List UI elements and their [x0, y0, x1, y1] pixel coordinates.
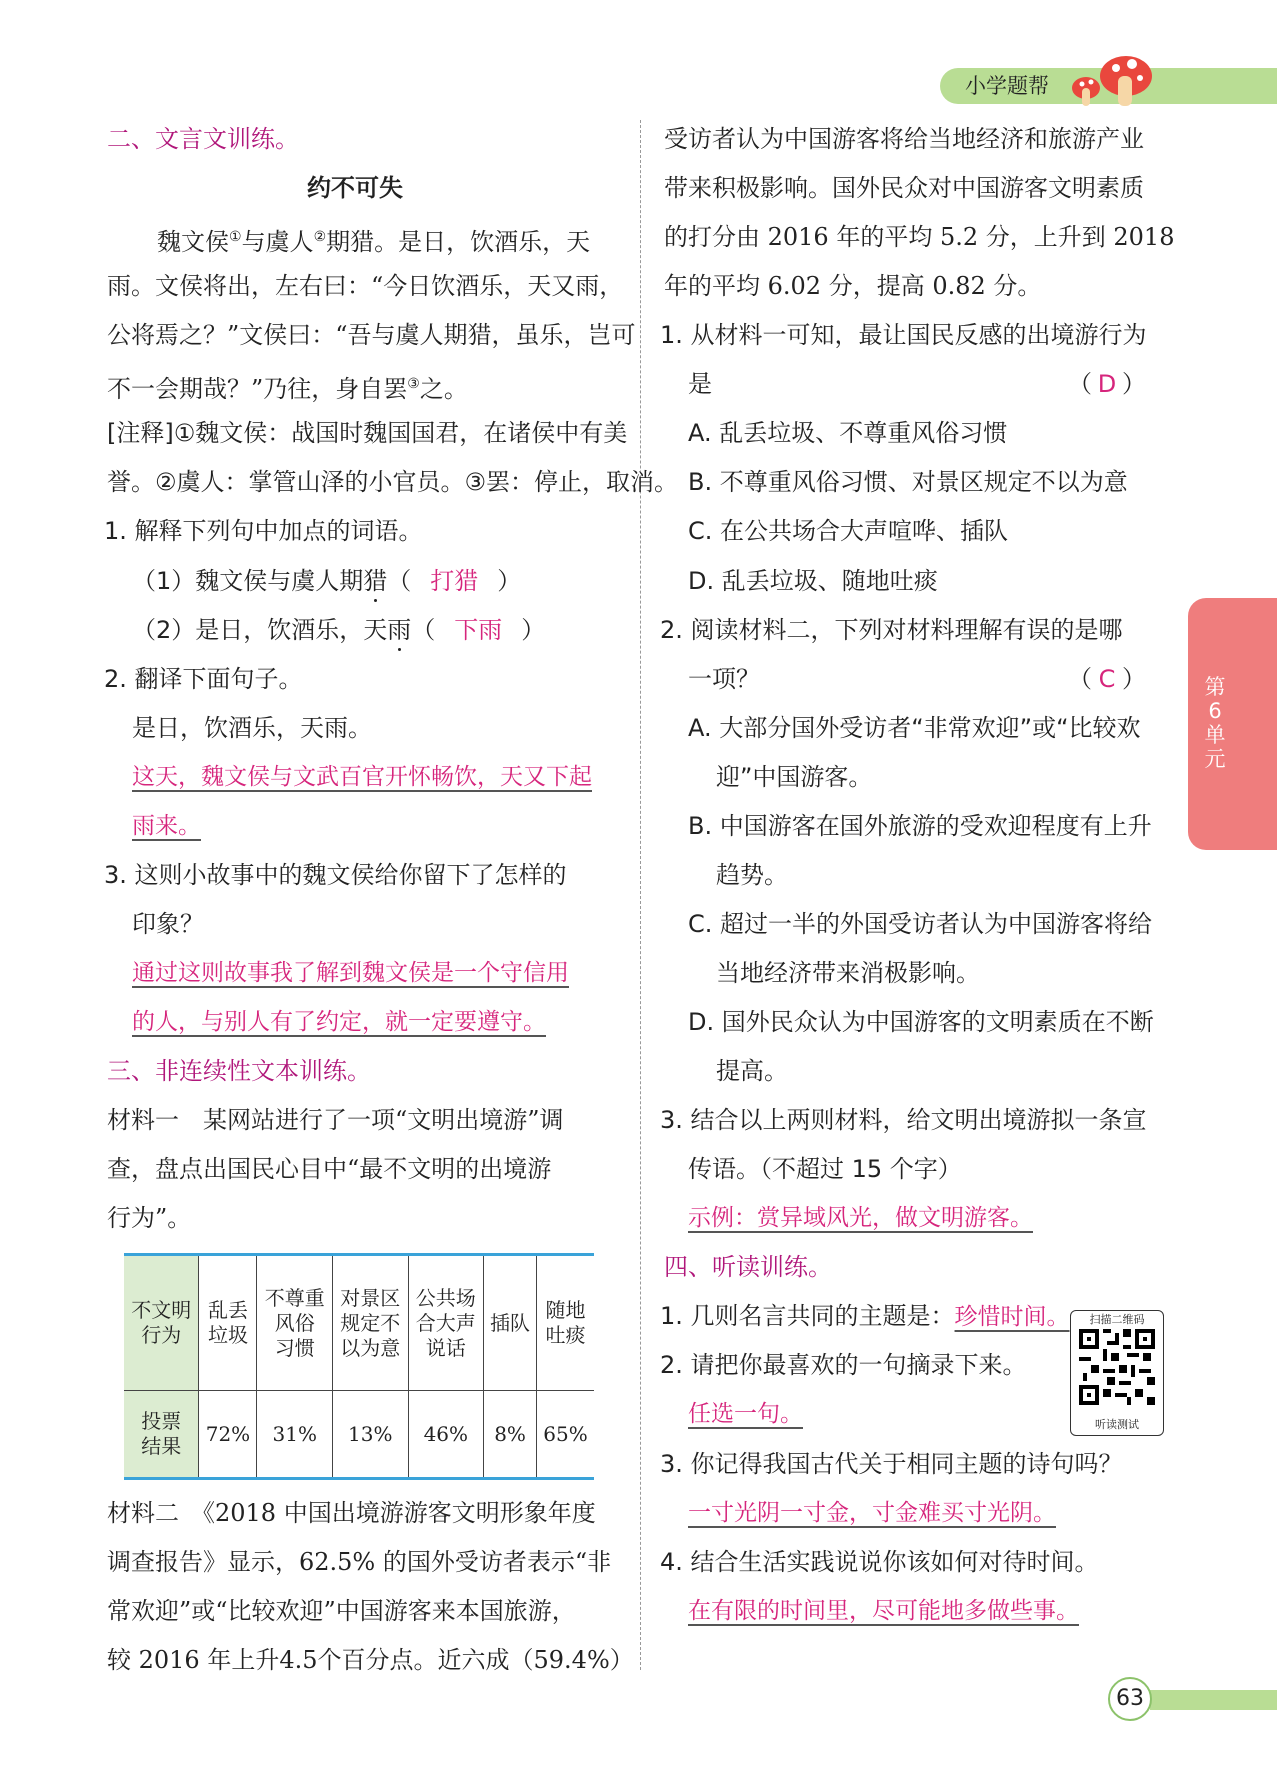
table-cell: 46%: [408, 1391, 484, 1479]
question-2: 2. 翻译下面句子。: [104, 665, 303, 693]
r-q2-option-d-cont: 提高。: [716, 1057, 788, 1085]
qr-caption-top: 扫描二维码: [1089, 1313, 1145, 1326]
r-question-3-answer: 示例：赏异域风光，做文明游客。: [688, 1205, 1033, 1231]
question-1-2: （2）是日，饮酒乐，天雨（ 下雨 ）: [132, 616, 546, 644]
r-q1-option-d: D. 乱丢垃圾、随地吐痰: [688, 567, 938, 595]
passage-line-4: 不一会期哉？”乃往，身自罢③之。: [107, 375, 468, 403]
question-1-1: （1）魏文侯与虞人期猎（ 打猎 ）: [132, 567, 522, 595]
r-q2-option-a: A. 大部分国外受访者“非常欢迎”或“比较欢: [688, 714, 1141, 742]
row-header-behavior: 不文明 行为: [124, 1255, 199, 1391]
table-cell: 72%: [199, 1391, 257, 1479]
r-q2-option-c-cont: 当地经济带来消极影响。: [716, 959, 980, 987]
passage-title: 约不可失: [307, 174, 403, 202]
table-cell: 对景区 规定不 以为意: [333, 1255, 409, 1391]
material-2-line-3: 常欢迎”或“比较欢迎”中国游客来本国旅游，: [107, 1597, 576, 1625]
table-cell: 公共场 合大声 说话: [408, 1255, 484, 1391]
continuation-line-2: 带来积极影响。国外民众对中国游客文明素质: [664, 174, 1144, 202]
unit-tab-label: 第6单元: [1204, 675, 1226, 771]
r-q2-option-b-cont: 趋势。: [716, 861, 788, 889]
table-cell: 插队: [484, 1255, 537, 1391]
continuation-line-3: 的打分由 2016 年的平均 5.2 分，上升到 2018: [664, 223, 1175, 251]
continuation-line-4: 年的平均 6.02 分，提高 0.82 分。: [664, 272, 1042, 300]
continuation-line-1: 受访者认为中国游客将给当地经济和旅游产业: [664, 125, 1144, 153]
r-q1-option-a: A. 乱丢垃圾、不尊重风俗习惯: [688, 419, 1008, 447]
question-2-answer-1: 这天，魏文侯与文武百官开怀畅饮，天又下起: [132, 764, 592, 790]
listen-question-4-answer: 在有限的时间里，尽可能地多做些事。: [688, 1598, 1079, 1624]
table-cell: 65%: [537, 1391, 594, 1479]
question-3: 3. 这则小故事中的魏文侯给你留下了怎样的: [104, 861, 567, 889]
table-cell: 8%: [484, 1391, 537, 1479]
table-cell: 随地 吐痰: [537, 1255, 594, 1391]
passage-line-1: 魏文侯①与虞人②期猎。是日，饮酒乐，天: [157, 228, 591, 256]
listen-question-3-answer: 一寸光阴一寸金，寸金难买寸光阴。: [688, 1500, 1056, 1526]
table-row-behaviors: [124, 1255, 594, 1391]
passage-line-3: 公将焉之？”文侯曰：“吾与虞人期猎，虽乐，岂可: [107, 321, 636, 349]
page-number-bar: [1150, 1690, 1277, 1710]
listen-question-2: 2. 请把你最喜欢的一句摘录下来。: [660, 1351, 1027, 1379]
passage-line-2: 雨。文侯将出，左右曰：“今日饮酒乐，天又雨，: [107, 272, 624, 300]
listen-question-1: 1. 几则名言共同的主题是：珍惜时间。: [660, 1302, 1070, 1330]
r-q1-option-b: B. 不尊重风俗习惯、对景区规定不以为意: [688, 468, 1128, 496]
table-cell: 不尊重 风俗 习惯: [257, 1255, 333, 1391]
material-2-line-4: 较 2016 年上升4.5个百分点。近六成（59.4%）: [107, 1646, 634, 1674]
r-question-1: 1. 从材料一可知，最让国民反感的出境游行为: [660, 321, 1147, 349]
r-q1-option-c: C. 在公共场合大声喧哗、插队: [688, 517, 1009, 545]
qr-code-icon: [1079, 1329, 1155, 1405]
r-question-2-answer: （ C ）: [1068, 665, 1146, 693]
material-2-line-1: 材料二 《2018 中国出境游游客文明形象年度: [107, 1499, 596, 1527]
r-question-1-answer: （ D ）: [1068, 370, 1146, 398]
material-2-line-2: 调查报告》显示，62.5% 的国外受访者表示“非: [107, 1548, 612, 1576]
r-question-3-cont: 传语。（不超过 15 个字）: [688, 1155, 962, 1183]
material-1-line-2: 查，盘点出国民心目中“最不文明的出境游: [107, 1155, 552, 1183]
row-header-result: 投票 结果: [124, 1391, 199, 1479]
listen-question-2-answer: 任选一句。: [688, 1401, 803, 1427]
r-question-2-cont: 一项？: [688, 665, 760, 693]
note-line-2: 誉。②虞人：掌管山泽的小官员。③罢：停止，取消。: [107, 468, 679, 496]
section-4-heading: 四、听读训练。: [664, 1253, 832, 1281]
r-question-3: 3. 结合以上两则材料，给文明出境游拟一条宣: [660, 1106, 1147, 1134]
table-cell: 乱丢 垃圾: [199, 1255, 257, 1391]
question-2-answer-2: 雨来。: [132, 813, 201, 839]
listen-question-3: 3. 你记得我国古代关于相同主题的诗句吗？: [660, 1450, 1123, 1478]
table-cell: 31%: [257, 1391, 333, 1479]
section-2-heading: 二、文言文训练。: [107, 125, 299, 153]
r-q2-option-d: D. 国外民众认为中国游客的文明素质在不断: [688, 1008, 1154, 1036]
table-cell: 13%: [333, 1391, 409, 1479]
material-1-line-1: 材料一 某网站进行了一项“文明出境游”调: [107, 1106, 564, 1134]
question-3-cont: 印象？: [132, 910, 204, 938]
r-q2-option-c: C. 超过一半的外国受访者认为中国游客将给: [688, 910, 1153, 938]
material-1-line-3: 行为”。: [107, 1204, 192, 1232]
r-question-1-cont: 是: [688, 370, 712, 398]
r-question-2: 2. 阅读材料二，下列对材料理解有误的是哪: [660, 616, 1123, 644]
survey-table: [124, 1253, 594, 1480]
page-number: 63: [1108, 1677, 1152, 1721]
section-3-heading: 三、非连续性文本训练。: [107, 1057, 371, 1085]
qr-caption-bottom: 听读测试: [1095, 1418, 1139, 1431]
question-2-sentence: 是日，饮酒乐，天雨。: [132, 714, 372, 742]
column-divider: [640, 120, 641, 1670]
question-1: 1. 解释下列句中加点的词语。: [104, 517, 423, 545]
question-3-answer-2: 的人，与别人有了约定，就一定要遵守。: [132, 1009, 546, 1035]
listen-question-4: 4. 结合生活实践说说你该如何对待时间。: [660, 1548, 1099, 1576]
note-line-1: [注释]①魏文侯：战国时魏国国君，在诸侯中有美: [107, 419, 628, 447]
header-title: 小学题帮: [965, 74, 1049, 98]
mushroom-icon: [1068, 46, 1158, 116]
qr-code-box[interactable]: [1070, 1310, 1164, 1436]
question-3-answer-1: 通过这则故事我了解到魏文侯是一个守信用: [132, 960, 569, 986]
r-q2-option-b: B. 中国游客在国外旅游的受欢迎程度有上升: [688, 812, 1152, 840]
table-row-results: [124, 1391, 594, 1479]
r-q2-option-a-cont: 迎”中国游客。: [716, 763, 873, 791]
